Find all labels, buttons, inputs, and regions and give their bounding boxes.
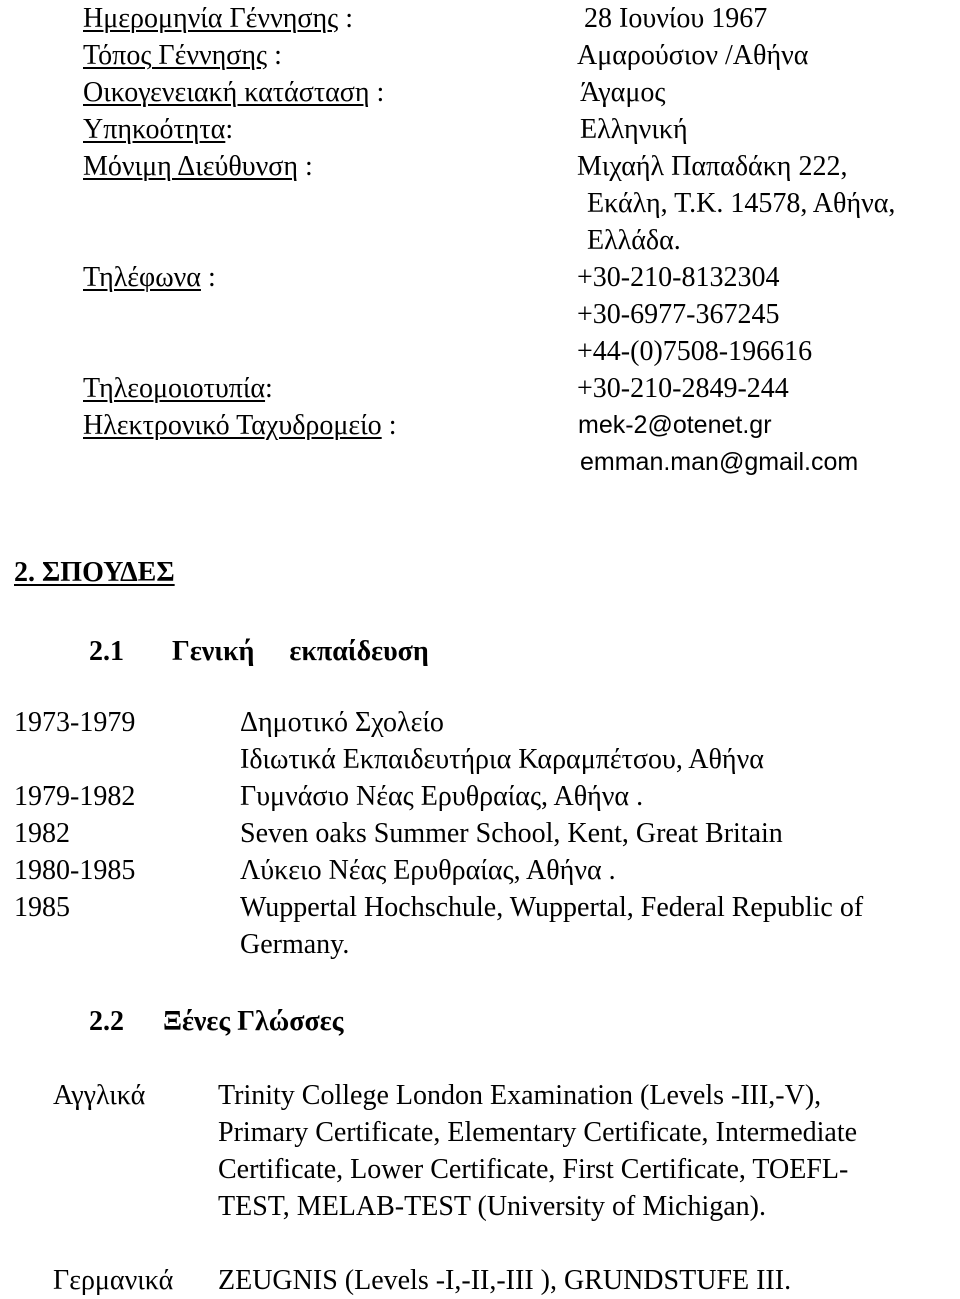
education-school: Wuppertal Hochschule, Wuppertal, Federal Republic of xyxy=(240,892,864,923)
general-education-title: Γενική εκπαίδευση xyxy=(172,636,429,667)
address-label: Μόνιμη Διεύθυνση xyxy=(83,151,299,182)
education-school: Γυμνάσιο Νέας Ερυθραίας, Αθήνα . xyxy=(240,781,644,812)
language-name: Αγγλικά xyxy=(53,1080,146,1111)
marital-row: Οικογενειακή κατάσταση : xyxy=(83,77,385,108)
address-line: Εκάλη, Τ.Κ. 14578, Αθήνα, xyxy=(587,188,896,219)
birth-date-value: 28 Ιουνίου 1967 xyxy=(584,3,768,34)
birth-date-row: Ημερομηνία Γέννησης : xyxy=(83,3,353,34)
education-year: 1973-1979 xyxy=(14,707,136,738)
email-row: Ηλεκτρονικό Ταχυδρομείο : xyxy=(83,410,397,441)
phones-label: Τηλέφωνα xyxy=(83,262,201,293)
education-school: Seven oaks Summer School, Kent, Great Britain xyxy=(240,818,783,849)
birth-place-row: Τόπος Γέννησης : xyxy=(83,40,282,71)
citizenship-label: Υπηκοότητα xyxy=(83,114,226,145)
email-address: emman.man@gmail.com xyxy=(580,448,859,476)
phones-row: Τηλέφωνα : xyxy=(83,262,216,293)
language-certificate: Trinity College London Examination (Levels -III,-V), xyxy=(218,1080,822,1111)
phone-number: +30-210-8132304 xyxy=(577,262,780,293)
marital-label: Οικογενειακή κατάσταση xyxy=(83,77,370,108)
languages-number: 2.2 xyxy=(89,1006,124,1037)
languages-title: Ξένες Γλώσσες xyxy=(163,1006,344,1037)
education-school: Ιδιωτικά Εκπαιδευτήρια Καραμπέτσου, Αθήνα xyxy=(240,744,764,775)
education-school: Δημοτικό Σχολείο xyxy=(240,707,444,738)
phone-number: +30-6977-367245 xyxy=(577,299,780,330)
language-certificate: Certificate, Lower Certificate, First Certificate, TOEFL- xyxy=(218,1154,849,1185)
address-line: Μιχαήλ Παπαδάκη 222, xyxy=(577,151,848,182)
fax-label: Τηλεομοιοτυπία xyxy=(83,373,266,404)
education-year: 1980-1985 xyxy=(14,855,136,886)
language-certificate: ZEUGNIS (Levels -I,-II,-III ), GRUNDSTUFE III. xyxy=(218,1265,792,1296)
citizenship-row: Υπηκοότητα: xyxy=(83,114,234,145)
education-school: Germany. xyxy=(240,929,350,960)
marital-value: Άγαμος xyxy=(580,77,666,108)
birth-date-label: Ημερομηνία Γέννησης xyxy=(83,3,339,34)
studies-heading: 2. ΣΠΟΥΔΕΣ xyxy=(14,557,175,588)
address-line: Ελλάδα. xyxy=(587,225,681,256)
language-certificate: Primary Certificate, Elementary Certificate, Intermediate xyxy=(218,1117,858,1148)
general-education-number: 2.1 xyxy=(89,636,124,667)
language-certificate: TEST, MELAB-TEST (University of Michigan). xyxy=(218,1191,766,1222)
birth-place-value: Αμαρούσιον /Αθήνα xyxy=(577,40,809,71)
language-name: Γερμανικά xyxy=(53,1265,174,1296)
email-address: mek-2@otenet.gr xyxy=(578,411,772,439)
email-label: Ηλεκτρονικό Ταχυδρομείο xyxy=(83,410,382,441)
birth-place-label: Τόπος Γέννησης xyxy=(83,40,268,71)
fax-value: +30-210-2849-244 xyxy=(577,373,789,404)
citizenship-value: Ελληνική xyxy=(580,114,688,145)
education-year: 1979-1982 xyxy=(14,781,136,812)
education-school: Λύκειο Νέας Ερυθραίας, Αθήνα . xyxy=(240,855,616,886)
education-year: 1982 xyxy=(14,818,70,849)
education-year: 1985 xyxy=(14,892,70,923)
address-row: Μόνιμη Διεύθυνση : xyxy=(83,151,313,182)
phone-number: +44-(0)7508-196616 xyxy=(577,336,813,367)
fax-row: Τηλεομοιοτυπία: xyxy=(83,373,273,404)
